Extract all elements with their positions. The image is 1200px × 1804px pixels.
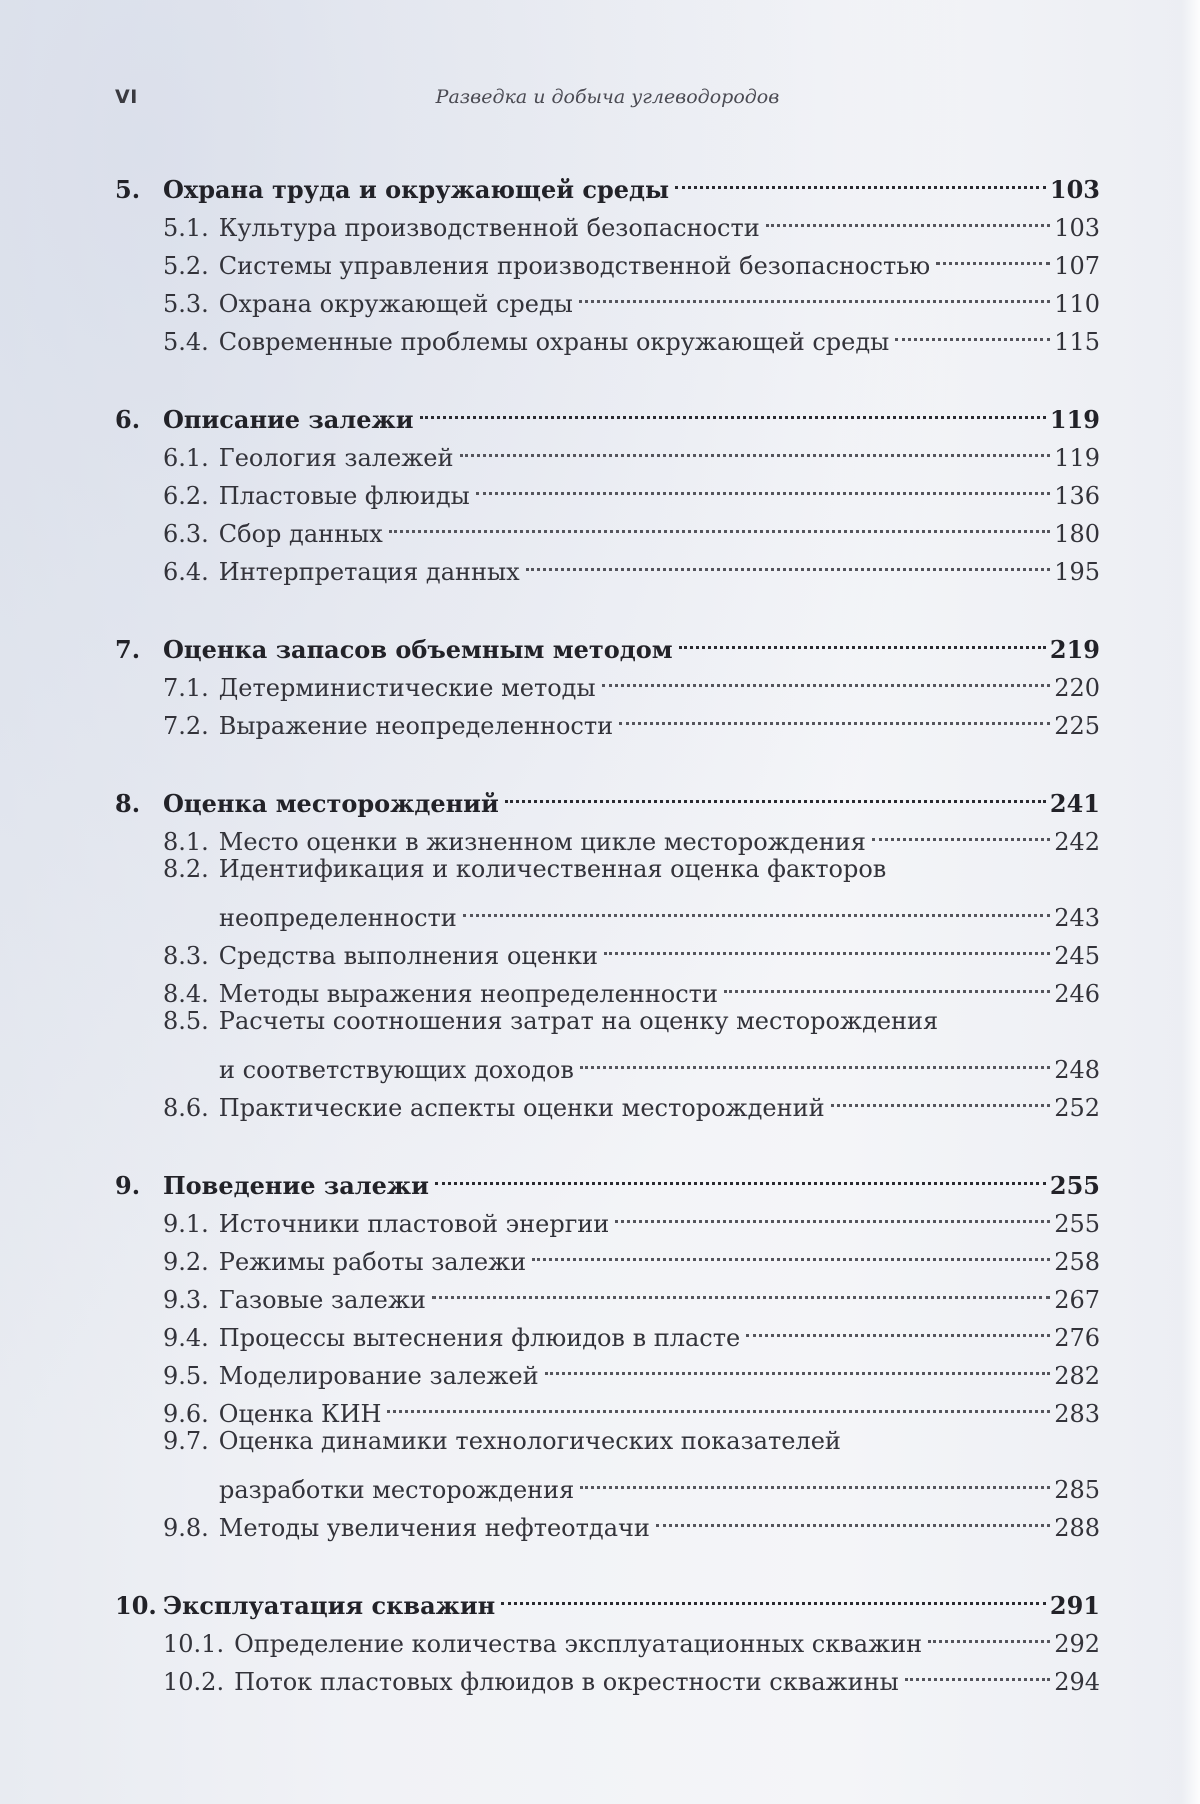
section-page: 103 <box>1054 214 1100 242</box>
toc-chapter <box>115 1156 1100 1542</box>
section-title: Определение количества эксплуатационных скважин <box>234 1630 923 1658</box>
section-page: 246 <box>1054 980 1100 1008</box>
section-title-line1: Оценка динамики технологических показателей <box>218 1427 841 1455</box>
section-number: 6.3. <box>163 520 209 548</box>
section-number: 6.1. <box>163 444 209 472</box>
section-title: Оценка КИН <box>218 1400 382 1428</box>
section-number: 9.5. <box>163 1362 209 1390</box>
section-title: Выражение неопределенности <box>218 712 614 740</box>
section-number: 9.2. <box>163 1248 209 1276</box>
section-title: Интерпретация данных <box>218 558 520 586</box>
section-page: 252 <box>1054 1094 1100 1122</box>
toc-chapter-entry[interactable] <box>115 1576 1100 1620</box>
section-title: Источники пластовой энергии <box>218 1210 610 1238</box>
section-title: Газовые залежи <box>218 1286 426 1314</box>
section-title-line2: неопределенности <box>219 904 457 932</box>
dot-leader <box>579 274 1050 312</box>
section-number: 8.2. <box>163 855 209 883</box>
toc-section-entry-line1[interactable] <box>115 850 1100 888</box>
toc-chapter-entry[interactable] <box>115 1156 1100 1200</box>
section-title: Моделирование залежей <box>218 1362 539 1390</box>
chapter-page: 291 <box>1049 1591 1100 1620</box>
section-title: Режимы работы залежи <box>218 1248 527 1276</box>
section-number: 9.1. <box>163 1210 209 1238</box>
dot-leader <box>895 312 1050 350</box>
dot-leader <box>532 1232 1050 1270</box>
section-number: 7.2. <box>163 712 209 740</box>
dot-leader <box>460 428 1051 466</box>
toc-section-entry-line2[interactable] <box>115 1460 1100 1504</box>
dot-leader <box>501 1576 1046 1614</box>
chapter-title: Охрана труда и окружающей среды <box>163 175 670 204</box>
section-page: 276 <box>1054 1324 1100 1352</box>
chapter-number: 10. <box>115 1591 157 1620</box>
section-title: Практические аспекты оценки месторождений <box>218 1094 825 1122</box>
chapter-page: 241 <box>1049 789 1100 818</box>
section-title: Место оценки в жизненном цикле месторождения <box>218 828 866 856</box>
section-page: 267 <box>1054 1286 1100 1314</box>
section-page: 243 <box>1054 904 1100 932</box>
section-number: 9.7. <box>163 1427 209 1455</box>
toc-chapter-entry[interactable] <box>115 620 1100 664</box>
section-number: 9.4. <box>163 1324 209 1352</box>
toc-section-entry-line1[interactable] <box>115 1422 1100 1460</box>
chapter-number: 6. <box>115 405 141 434</box>
section-page: 292 <box>1054 1630 1100 1658</box>
section-page: 107 <box>1054 252 1100 280</box>
dot-leader <box>619 696 1050 734</box>
chapter-number: 7. <box>115 635 141 664</box>
dot-leader <box>505 774 1046 812</box>
section-title: Средства выполнения оценки <box>218 942 599 970</box>
chapter-number: 8. <box>115 789 141 818</box>
section-page: 225 <box>1054 712 1100 740</box>
section-number: 10.2. <box>163 1668 225 1696</box>
section-page: 180 <box>1054 520 1100 548</box>
section-title-line2: и соответствующих доходов <box>219 1056 574 1084</box>
chapter-page: 255 <box>1049 1171 1100 1200</box>
section-title: Процессы вытеснения флюидов в пласте <box>218 1324 741 1352</box>
chapter-title: Поведение залежи <box>163 1171 429 1200</box>
section-number: 9.8. <box>163 1514 209 1542</box>
dot-leader <box>656 1498 1050 1536</box>
section-title: Пластовые флюиды <box>218 482 470 510</box>
section-number: 6.2. <box>163 482 209 510</box>
dot-leader <box>476 466 1050 504</box>
section-number: 5.2. <box>163 252 209 280</box>
chapter-number: 9. <box>115 1171 141 1200</box>
toc-section-entry-line2[interactable] <box>115 1040 1100 1084</box>
dot-leader <box>675 160 1046 198</box>
section-page: 110 <box>1054 290 1100 318</box>
dot-leader <box>905 1652 1050 1690</box>
running-head <box>115 86 1100 118</box>
dot-leader <box>746 1308 1050 1346</box>
section-page: 136 <box>1054 482 1100 510</box>
dot-leader <box>435 1156 1046 1194</box>
dot-leader <box>432 1270 1050 1308</box>
section-title: Поток пластовых флюидов в окрестности скважины <box>234 1668 899 1696</box>
dot-leader <box>526 542 1051 580</box>
dot-leader <box>580 1040 1050 1078</box>
book-title: Разведка и добыча углеводородов <box>435 86 780 108</box>
dot-leader <box>724 964 1050 1002</box>
section-page: 245 <box>1054 942 1100 970</box>
section-page: 283 <box>1054 1400 1100 1428</box>
section-number: 10.1. <box>163 1630 225 1658</box>
section-title: Современные проблемы охраны окружающей среды <box>218 328 890 356</box>
dot-leader <box>387 1384 1050 1422</box>
dot-leader <box>580 1460 1050 1498</box>
dot-leader <box>928 1614 1050 1652</box>
dot-leader <box>679 620 1046 658</box>
section-page: 258 <box>1054 1248 1100 1276</box>
dot-leader <box>604 926 1050 964</box>
section-number: 7.1. <box>163 674 209 702</box>
section-title: Охрана окружающей среды <box>218 290 573 318</box>
section-title: Методы увеличения нефтеотдачи <box>218 1514 650 1542</box>
toc-chapter-entry[interactable] <box>115 160 1100 204</box>
dot-leader <box>389 504 1050 542</box>
dot-leader <box>420 390 1046 428</box>
section-title: Геология залежей <box>218 444 454 472</box>
section-number: 9.6. <box>163 1400 209 1428</box>
chapter-number: 5. <box>115 175 141 204</box>
section-number: 5.3. <box>163 290 209 318</box>
section-title-line2: разработки месторождения <box>219 1476 575 1504</box>
section-title: Методы выражения неопределенности <box>218 980 718 1008</box>
section-number: 8.6. <box>163 1094 209 1122</box>
toc-chapter <box>115 160 1100 356</box>
page-number: VI <box>115 86 138 108</box>
section-number: 8.5. <box>163 1007 209 1035</box>
table-of-contents <box>115 160 1100 1730</box>
chapter-page: 219 <box>1049 635 1100 664</box>
section-title: Системы управления производственной безопасностью <box>218 252 931 280</box>
dot-leader <box>766 198 1050 236</box>
section-page: 119 <box>1054 444 1100 472</box>
section-page: 248 <box>1054 1056 1100 1084</box>
section-title-line1: Идентификация и количественная оценка факторов <box>218 855 887 883</box>
chapter-title: Оценка запасов объемным методом <box>163 635 673 664</box>
section-page: 285 <box>1054 1476 1100 1504</box>
section-page: 242 <box>1054 828 1100 856</box>
dot-leader <box>545 1346 1051 1384</box>
section-page: 115 <box>1054 328 1100 356</box>
section-page: 195 <box>1054 558 1100 586</box>
section-number: 8.3. <box>163 942 209 970</box>
dot-leader <box>602 658 1051 696</box>
section-number: 9.3. <box>163 1286 209 1314</box>
page-edge <box>1182 0 1200 1804</box>
chapter-page: 119 <box>1049 405 1100 434</box>
toc-chapter <box>115 390 1100 586</box>
section-title: Сбор данных <box>218 520 383 548</box>
toc-section-entry-line1[interactable] <box>115 1002 1100 1040</box>
dot-leader <box>831 1078 1051 1116</box>
chapter-title: Эксплуатация скважин <box>163 1591 496 1620</box>
section-page: 220 <box>1054 674 1100 702</box>
section-title: Культура производственной безопасности <box>218 214 760 242</box>
dot-leader <box>463 888 1050 926</box>
chapter-title: Описание залежи <box>163 405 414 434</box>
section-title-line1: Расчеты соотношения затрат на оценку месторождения <box>218 1007 939 1035</box>
chapter-page: 103 <box>1049 175 1100 204</box>
section-number: 5.1. <box>163 214 209 242</box>
dot-leader <box>936 236 1050 274</box>
toc-chapter <box>115 774 1100 1122</box>
dot-leader <box>872 812 1050 850</box>
section-page: 282 <box>1054 1362 1100 1390</box>
toc-chapter-entry[interactable] <box>115 390 1100 434</box>
section-number: 8.4. <box>163 980 209 1008</box>
section-number: 5.4. <box>163 328 209 356</box>
toc-chapter <box>115 1576 1100 1696</box>
dot-leader <box>615 1194 1050 1232</box>
section-page: 294 <box>1054 1668 1100 1696</box>
section-page: 288 <box>1054 1514 1100 1542</box>
toc-chapter-entry[interactable] <box>115 774 1100 818</box>
section-number: 6.4. <box>163 558 209 586</box>
toc-section-entry-line2[interactable] <box>115 888 1100 932</box>
section-page: 255 <box>1054 1210 1100 1238</box>
chapter-title: Оценка месторождений <box>163 789 499 818</box>
section-number: 8.1. <box>163 828 209 856</box>
toc-chapter <box>115 620 1100 740</box>
section-title: Детерминистические методы <box>218 674 596 702</box>
